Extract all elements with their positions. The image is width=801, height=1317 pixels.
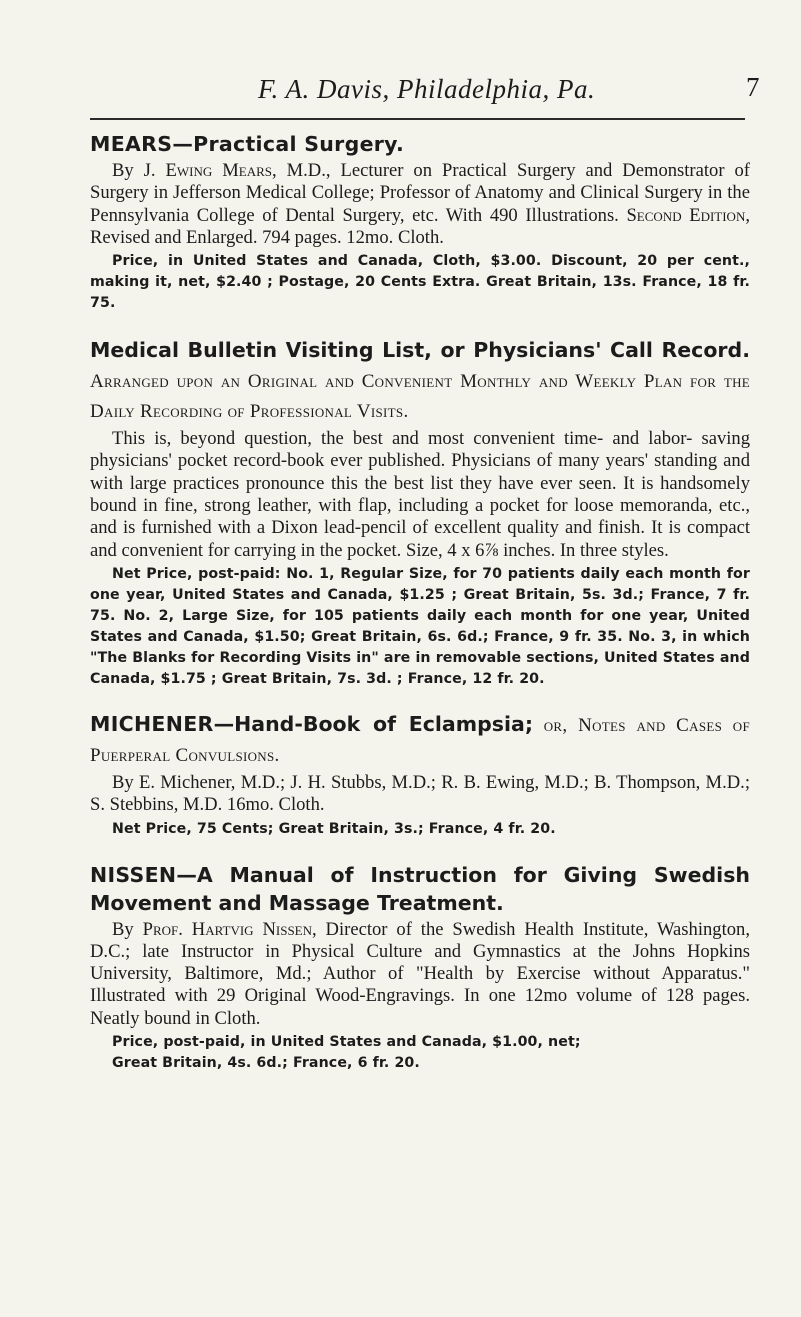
body-author: Ewing Mears <box>165 160 272 181</box>
entry-nissen <box>90 861 750 1074</box>
body-author: Prof. Hartvig Nissen <box>142 918 312 940</box>
page-number: 7 <box>746 72 760 102</box>
body-by: By J. <box>112 160 166 181</box>
entry-description: This is, beyond question, the best and most convenient time- and labor- saving physicians' pocket record-book ever published. Physicians of many years' standing and with large practices pronounce this the best list they have ever seen. It is handsomely bound in fine, strong leather, with flap, including a pocket for loose memoranda, etc., and is furnished with a Dixon lead-pencil of excellent quality and finish. It is compact and convenient for carrying in the pocket. Size, 4 x 6⅞ inches. In three styles. <box>90 428 750 561</box>
entry-description <box>90 919 750 1030</box>
entry-title-text: Medical Bulletin Visiting List, or Physicians' Call Record. <box>90 338 750 363</box>
entry-title <box>90 336 750 426</box>
entry-price: Net Price, post-paid: No. 1, Regular Size, for 70 patients daily each month for one year, United States and Canada, $1.25 ; Great Britain, 5s. 3d.; France, 7 fr. 75. No. 2, Large Size, for 105 patients daily each month for one year, United States and Canada, $1.50; Great Britain, 6s. 6d.; France, 9 fr. 35. No. 3, in which "The Blanks for Recording Visits in" are in removable sections, United States and Canada, $1.75 ; Great Britain, 7s. 3d. ; France, 12 fr. 20. <box>90 565 750 687</box>
entry-price: Net Price, 75 Cents; Great Britain, 3s.; France, 4 fr. 20. <box>112 820 556 837</box>
body-text: , M.D., Lecturer on Practical Surgery and Demonstrator of Surgery in Jefferson Medical College; Professor of Anatomy and Clinical Surgery in the Pennsylvania College of Dental Surgery, etc. With 490 Illustrations. <box>90 160 750 226</box>
entry-title <box>90 130 750 158</box>
running-header: F. A. Davis, Philadelphia, Pa. <box>258 74 596 104</box>
entry-title-text: —Practical Surgery. <box>172 132 405 156</box>
body-by: By <box>112 918 143 940</box>
header-rule <box>90 118 745 120</box>
entry-description: By E. Michener, M.D.; J. H. Stubbs, M.D.; R. B. Ewing, M.D.; B. Thompson, M.D.; S. Stebbins, M.D. 16mo. Cloth. <box>90 771 750 816</box>
body-text: , Director of the Swedish Health Institute, Washington, D.C.; late Instructor in Physical Culture and Gymnastics at the Johns Hopkins University, Baltimore, Md.; Author of "Health by Exercise without Apparatus." Illustrated with 29 Original Wood-Engravings. In one 12mo volume of 128 pages. Neatly bound in Cloth. <box>90 918 750 1029</box>
entry-subtitle: or, Notes and Cases of Puerperal Convulsions. <box>90 714 750 766</box>
body-tail: , Revised and Enlarged. 794 pages. 12mo. Cloth. <box>90 204 750 248</box>
entry-medical-bulletin <box>90 336 750 690</box>
catalogue-entries <box>90 130 750 1074</box>
body-edition: Second Edition <box>626 204 746 226</box>
entry-title <box>90 861 750 917</box>
entry-title-text: —Hand-Book of Eclampsia; <box>213 711 534 736</box>
entry-mears <box>90 130 750 314</box>
entry-title <box>90 710 750 770</box>
entry-author-name: MICHENER <box>90 711 214 736</box>
entry-author-name: MEARS <box>90 132 173 156</box>
entry-subtitle: Arranged upon an Original and Convenient Monthly and Weekly Plan for the Daily Recording of Professional Visits. <box>90 371 750 423</box>
entry-price <box>90 1032 750 1074</box>
entry-price: Price, in United States and Canada, Cloth, $3.00. Discount, 20 per cent., making it, net, $2.40 ; Postage, 20 Cents Extra. Great Britain, 13s. France, 18 fr. 75. <box>90 253 750 312</box>
entry-author-name: NISSEN <box>90 862 177 887</box>
entry-title-text: —A Manual of Instruction for Giving Swedish Movement and Massage Treatment. <box>90 862 750 915</box>
entry-description <box>90 160 750 249</box>
price-line-1: Price, post-paid, in United States and Canada, $1.00, net; <box>112 1034 581 1051</box>
entry-michener <box>90 710 750 840</box>
price-line-2: Great Britain, 4s. 6d.; France, 6 fr. 20. <box>112 1055 420 1072</box>
